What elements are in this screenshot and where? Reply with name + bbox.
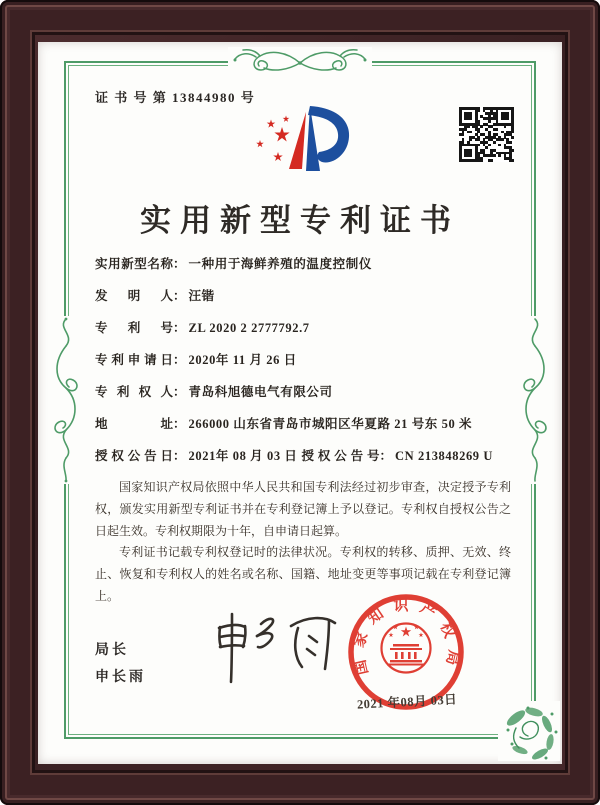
signoff-block bbox=[95, 636, 146, 690]
field-label: 专利申请日 bbox=[95, 353, 173, 367]
field-value: 2020年 11 月 26 日 bbox=[188, 353, 297, 367]
field-colon: ： bbox=[173, 417, 186, 431]
field-label: 实用新型名称 bbox=[95, 257, 173, 271]
field-row-name bbox=[95, 256, 511, 273]
field-row-grant bbox=[95, 448, 511, 465]
field-label: 专利号 bbox=[95, 321, 173, 335]
field-row-address bbox=[95, 416, 511, 433]
field-value: ZL 2020 2 2777792.7 bbox=[188, 321, 310, 335]
certificate-title: 实用新型专利证书 bbox=[140, 203, 460, 238]
field-label: 授权公告日 bbox=[95, 449, 173, 463]
seal-ring-text: 国家知识产权局 bbox=[350, 598, 462, 677]
field-list bbox=[95, 256, 511, 465]
certificate-number: 证 书 号 第 13844980 号 bbox=[95, 90, 256, 105]
field-colon: ： bbox=[173, 353, 186, 367]
corner-floral-ornament bbox=[498, 701, 560, 761]
field-label: 专利权人 bbox=[95, 385, 173, 399]
field-row-filing-date bbox=[95, 352, 511, 369]
field-value: 一种用于海鲜养殖的温度控制仪 bbox=[188, 257, 372, 271]
legal-text bbox=[95, 477, 511, 608]
field-row-patentee bbox=[95, 384, 511, 401]
legal-paragraph: 专利证书记载专利权登记时的法律状况。专利权的转移、质押、无效、终止、恢复和专利权人的姓名或名称、国籍、地址变更等事项记载在专利登记簿上。 bbox=[95, 545, 511, 603]
field-colon: ： bbox=[379, 449, 393, 463]
cnipa-logo-icon bbox=[243, 99, 355, 184]
field-colon: ： bbox=[173, 321, 186, 335]
field-colon: ： bbox=[173, 257, 186, 271]
field-colon: ： bbox=[173, 449, 186, 463]
director-title: 局长 bbox=[95, 641, 129, 657]
field-label-grant-no: 授权公告号 bbox=[301, 449, 380, 463]
field-value: 2021年 08 月 03 日 bbox=[188, 449, 298, 463]
seal-date: 2021 年08月 03日 bbox=[356, 692, 458, 712]
left-flourish-ornament bbox=[50, 316, 82, 484]
field-row-patent-no bbox=[95, 320, 511, 337]
director-name: 申长雨 bbox=[95, 668, 146, 684]
field-value: 青岛科旭德电气有限公司 bbox=[188, 385, 333, 399]
director-signature bbox=[205, 606, 340, 696]
national-emblem-icon bbox=[382, 624, 431, 673]
field-colon: ： bbox=[173, 385, 186, 399]
field-label: 发明人 bbox=[95, 289, 173, 303]
right-flourish-ornament bbox=[519, 316, 551, 484]
field-colon: ： bbox=[173, 289, 186, 303]
field-value: 266000 山东省青岛市城阳区华夏路 21 号东 50 米 bbox=[188, 417, 473, 431]
legal-paragraph: 国家知识产权局依照中华人民共和国专利法经过初步审查，决定授予专利权，颁发实用新型专利证书并在专利登记簿上予以登记。专利权自授权公告之日起生效。专利权期限为十年，自申请日起算。 bbox=[95, 480, 511, 538]
field-row-inventor bbox=[95, 288, 511, 305]
field-value-grant-no: CN 213848269 U bbox=[395, 449, 494, 463]
field-value: 汪锴 bbox=[188, 289, 215, 303]
field-label: 地址 bbox=[95, 417, 173, 431]
qr-code bbox=[459, 107, 514, 162]
top-flourish-ornament bbox=[228, 47, 372, 77]
